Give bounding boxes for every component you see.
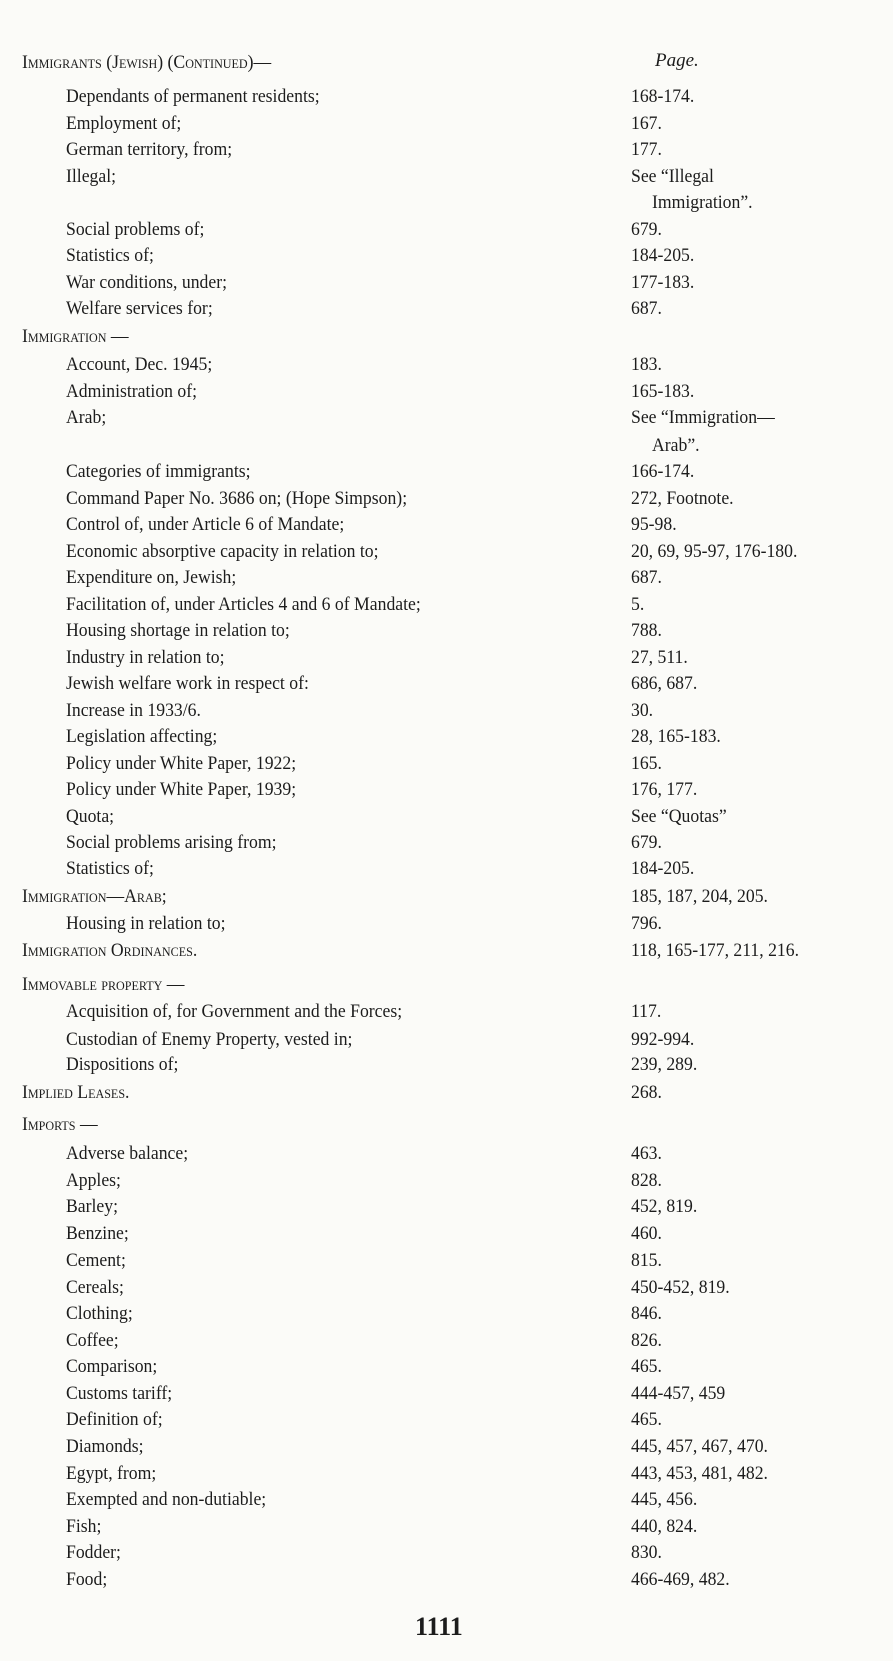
page-column-header: Page. bbox=[655, 50, 699, 71]
entry-heading: Imports — bbox=[22, 1114, 98, 1135]
index-entry bbox=[0, 1567, 893, 1593]
entry-subheading: Administration of; bbox=[66, 381, 198, 402]
index-entry bbox=[0, 911, 893, 937]
entry-page-refs: 846. bbox=[631, 1303, 662, 1324]
entry-page-refs: 183. bbox=[631, 354, 662, 375]
entry-subheading: Economic absorptive capacity in relation to; bbox=[66, 541, 379, 562]
entry-subheading: Apples; bbox=[66, 1170, 121, 1191]
entry-subheading: Comparison; bbox=[66, 1356, 158, 1377]
entry-heading: Immovable property — bbox=[22, 974, 185, 995]
entry-subheading: Quota; bbox=[66, 806, 115, 827]
entry-page-refs: 828. bbox=[631, 1170, 662, 1191]
index-entry-continuation bbox=[0, 433, 893, 459]
entry-page-refs: 679. bbox=[631, 832, 662, 853]
index-entry bbox=[0, 592, 893, 618]
entry-subheading: Control of, under Article 6 of Mandate; bbox=[66, 514, 345, 535]
entry-heading: Immigration—Arab; bbox=[22, 886, 167, 907]
index-entry bbox=[0, 84, 893, 110]
entry-page-refs: See “Illegal bbox=[631, 166, 714, 187]
entry-subheading: Housing shortage in relation to; bbox=[66, 620, 290, 641]
index-entry bbox=[0, 1141, 893, 1167]
entry-subheading: War conditions, under; bbox=[66, 272, 228, 293]
index-entry bbox=[0, 1052, 893, 1078]
index-entry bbox=[0, 379, 893, 405]
index-entry bbox=[0, 296, 893, 322]
entry-page-refs: 830. bbox=[631, 1542, 662, 1563]
entry-page-refs: 460. bbox=[631, 1223, 662, 1244]
entry-page-refs: 167. bbox=[631, 113, 662, 134]
entry-page-refs: 184-205. bbox=[631, 858, 695, 879]
entry-subheading: Definition of; bbox=[66, 1409, 163, 1430]
entry-page-refs: 20, 69, 95-97, 176-180. bbox=[631, 541, 798, 562]
index-entry bbox=[0, 804, 893, 830]
entry-subheading: Legislation affecting; bbox=[66, 726, 218, 747]
entry-page-refs: 117. bbox=[631, 1001, 662, 1022]
index-entry bbox=[0, 1381, 893, 1407]
entry-heading: Implied Leases. bbox=[22, 1082, 130, 1103]
index-entry bbox=[0, 1514, 893, 1540]
entry-subheading: Food; bbox=[66, 1569, 108, 1590]
index-entry bbox=[0, 1434, 893, 1460]
entry-page-refs: 466-469, 482. bbox=[631, 1569, 730, 1590]
entry-page-refs: 168-174. bbox=[631, 86, 695, 107]
index-entry bbox=[0, 1080, 893, 1106]
entry-page-refs: 992-994. bbox=[631, 1029, 695, 1050]
entry-subheading: Categories of immigrants; bbox=[66, 461, 251, 482]
index-entry bbox=[0, 405, 893, 431]
index-entry bbox=[0, 671, 893, 697]
entry-subheading: Fish; bbox=[66, 1516, 102, 1537]
entry-page-refs: 445, 456. bbox=[631, 1489, 698, 1510]
entry-page-refs: 445, 457, 467, 470. bbox=[631, 1436, 768, 1457]
entry-subheading: Cement; bbox=[66, 1250, 126, 1271]
entry-subheading: Arab; bbox=[66, 407, 107, 428]
entry-subheading: Dispositions of; bbox=[66, 1054, 179, 1075]
entry-subheading: Industry in relation to; bbox=[66, 647, 225, 668]
index-entry bbox=[0, 1328, 893, 1354]
index-entry bbox=[0, 565, 893, 591]
entry-subheading: Welfare services for; bbox=[66, 298, 213, 319]
entry-page-refs: See “Immigration— bbox=[631, 407, 775, 428]
entry-page-refs: 272, Footnote. bbox=[631, 488, 734, 509]
index-entry bbox=[0, 1540, 893, 1566]
entry-heading: Immigration — bbox=[22, 326, 129, 347]
entry-page-refs: 95-98. bbox=[631, 514, 677, 535]
entry-page-refs: 5. bbox=[631, 594, 645, 615]
entry-page-refs: 239, 289. bbox=[631, 1054, 698, 1075]
page-number: 1111 bbox=[415, 1612, 463, 1641]
entry-heading: Immigration Ordinances. bbox=[22, 940, 198, 961]
entry-subheading: Dependants of permanent residents; bbox=[66, 86, 320, 107]
entry-page-refs: 30. bbox=[631, 700, 654, 721]
entry-page-refs: 463. bbox=[631, 1143, 662, 1164]
entry-page-refs: 118, 165-177, 211, 216. bbox=[631, 940, 800, 961]
index-entry bbox=[0, 884, 893, 910]
entry-subheading: Fodder; bbox=[66, 1542, 121, 1563]
index-entry bbox=[0, 1275, 893, 1301]
entry-subheading: Employment of; bbox=[66, 113, 182, 134]
entry-page-refs: 27, 511. bbox=[631, 647, 688, 668]
entry-page-refs: 185, 187, 204, 205. bbox=[631, 886, 768, 907]
entry-subheading: Account, Dec. 1945; bbox=[66, 354, 213, 375]
entry-subheading: Jewish welfare work in respect of: bbox=[66, 673, 309, 694]
index-entry-continuation bbox=[0, 190, 893, 216]
index-entry bbox=[0, 1461, 893, 1487]
index-entry bbox=[0, 1354, 893, 1380]
entry-page-refs: 176, 177. bbox=[631, 779, 698, 800]
index-entry bbox=[0, 324, 893, 350]
index-entry bbox=[0, 352, 893, 378]
index-entry bbox=[0, 459, 893, 485]
entry-subheading: Acquisition of, for Government and the Forces; bbox=[66, 1001, 403, 1022]
index-entry bbox=[0, 972, 893, 998]
entry-page-refs: 28, 165-183. bbox=[631, 726, 721, 747]
index-entry bbox=[0, 270, 893, 296]
entry-page-refs: 443, 453, 481, 482. bbox=[631, 1463, 768, 1484]
index-entry bbox=[0, 1168, 893, 1194]
entry-subheading: Diamonds; bbox=[66, 1436, 144, 1457]
entry-page-refs: 815. bbox=[631, 1250, 662, 1271]
entry-subheading: Statistics of; bbox=[66, 245, 154, 266]
entry-page-refs: 796. bbox=[631, 913, 662, 934]
index-entry bbox=[0, 856, 893, 882]
index-entry bbox=[0, 1221, 893, 1247]
index-entry bbox=[0, 111, 893, 137]
entry-page-refs: 826. bbox=[631, 1330, 662, 1351]
index-entry bbox=[0, 1112, 893, 1138]
index-entry bbox=[0, 830, 893, 856]
index-entry bbox=[0, 137, 893, 163]
entry-subheading: Increase in 1933/6. bbox=[66, 700, 201, 721]
entry-page-refs: 679. bbox=[631, 219, 662, 240]
index-entry bbox=[0, 486, 893, 512]
entry-page-refs: 165-183. bbox=[631, 381, 695, 402]
entry-heading: Immigrants (Jewish) (Continued)— bbox=[22, 52, 272, 73]
entry-subheading: Policy under White Paper, 1922; bbox=[66, 753, 297, 774]
entry-subheading: Expenditure on, Jewish; bbox=[66, 567, 237, 588]
index-entry bbox=[0, 1194, 893, 1220]
entry-subheading: Cereals; bbox=[66, 1277, 124, 1298]
entry-subheading: Illegal; bbox=[66, 166, 117, 187]
entry-page-refs: 687. bbox=[631, 567, 662, 588]
entry-subheading: Social problems of; bbox=[66, 219, 205, 240]
index-entry bbox=[0, 724, 893, 750]
entry-subheading: Housing in relation to; bbox=[66, 913, 226, 934]
index-entry bbox=[0, 1301, 893, 1327]
entry-page-refs: 687. bbox=[631, 298, 662, 319]
entry-page-refs: See “Quotas” bbox=[631, 806, 727, 827]
entry-subheading: Clothing; bbox=[66, 1303, 133, 1324]
entry-subheading: Egypt, from; bbox=[66, 1463, 157, 1484]
index-entry bbox=[0, 618, 893, 644]
entry-page-refs: 184-205. bbox=[631, 245, 695, 266]
entry-subheading: Custodian of Enemy Property, vested in; bbox=[66, 1029, 353, 1050]
entry-page-refs: 686, 687. bbox=[631, 673, 698, 694]
index-entry bbox=[0, 1027, 893, 1053]
entry-page-refs: 177-183. bbox=[631, 272, 695, 293]
entry-page-refs: 465. bbox=[631, 1356, 662, 1377]
entry-subheading: Facilitation of, under Articles 4 and 6 of Mandate; bbox=[66, 594, 421, 615]
entry-subheading: German territory, from; bbox=[66, 139, 233, 160]
entry-subheading: Barley; bbox=[66, 1196, 119, 1217]
entry-subheading: Customs tariff; bbox=[66, 1383, 173, 1404]
index-entry bbox=[0, 50, 893, 76]
entry-subheading: Command Paper No. 3686 on; (Hope Simpson); bbox=[66, 488, 408, 509]
entry-subheading: Benzine; bbox=[66, 1223, 129, 1244]
index-entry bbox=[0, 217, 893, 243]
entry-page-refs: 177. bbox=[631, 139, 662, 160]
entry-page-refs: Arab”. bbox=[652, 435, 700, 456]
entry-page-refs: 444-457, 459 bbox=[631, 1383, 726, 1404]
entry-page-refs: 440, 824. bbox=[631, 1516, 698, 1537]
index-entry bbox=[0, 243, 893, 269]
index-entry bbox=[0, 164, 893, 190]
entry-subheading: Exempted and non-dutiable; bbox=[66, 1489, 267, 1510]
index-entry bbox=[0, 512, 893, 538]
index-entry bbox=[0, 698, 893, 724]
entry-page-refs: 450-452, 819. bbox=[631, 1277, 730, 1298]
index-entry bbox=[0, 539, 893, 565]
index-entry bbox=[0, 645, 893, 671]
entry-page-refs: 452, 819. bbox=[631, 1196, 698, 1217]
index-entry bbox=[0, 751, 893, 777]
entry-page-refs: Immigration”. bbox=[652, 192, 753, 213]
entry-subheading: Adverse balance; bbox=[66, 1143, 189, 1164]
index-entry bbox=[0, 1407, 893, 1433]
entry-page-refs: 788. bbox=[631, 620, 662, 641]
entry-subheading: Social problems arising from; bbox=[66, 832, 277, 853]
index-entry bbox=[0, 938, 893, 964]
entry-page-refs: 166-174. bbox=[631, 461, 695, 482]
index-entry bbox=[0, 777, 893, 803]
entry-page-refs: 268. bbox=[631, 1082, 662, 1103]
entry-page-refs: 165. bbox=[631, 753, 662, 774]
entry-subheading: Coffee; bbox=[66, 1330, 119, 1351]
index-entry bbox=[0, 1487, 893, 1513]
index-entry bbox=[0, 999, 893, 1025]
entry-page-refs: 465. bbox=[631, 1409, 662, 1430]
entry-subheading: Statistics of; bbox=[66, 858, 154, 879]
entry-subheading: Policy under White Paper, 1939; bbox=[66, 779, 297, 800]
index-entry bbox=[0, 1248, 893, 1274]
